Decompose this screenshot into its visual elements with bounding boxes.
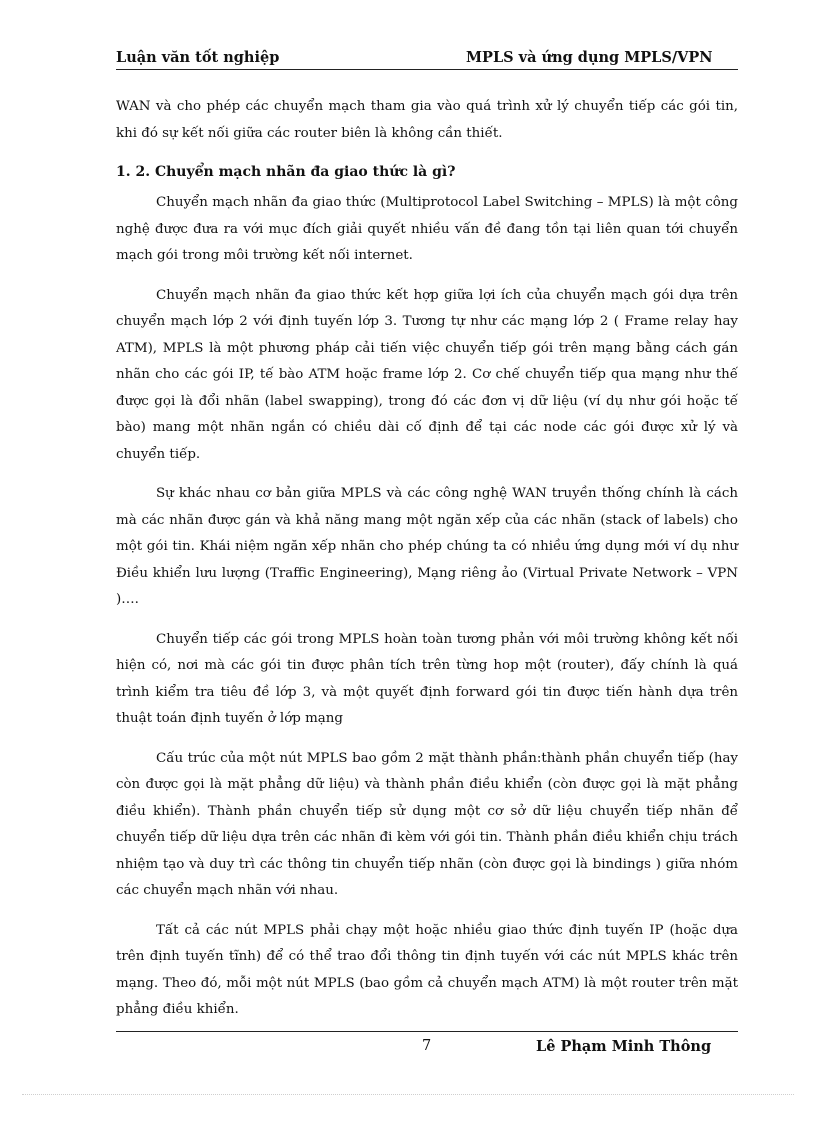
header-topic-title: MPLS và ứng dụng MPLS/VPN <box>466 49 713 66</box>
section-heading: 1. 2. Chuyển mạch nhãn đa giao thức là gì? <box>116 164 456 180</box>
paragraph-label-stack: Sự khác nhau cơ bản giữa MPLS và các công nghệ WAN truyền thống chính là cách mà các nhãn được gán và khả năng mang một ngăn xếp của các nhãn (stack of labels) cho một gói tin. Khái niệm ngăn xếp nhãn cho phép chúng ta có nhiều ứng dụng mới ví dụ như Điều khiển lưu lượng (Traffic Engineering), Mạng riêng ảo (Virtual Private Network – VPN )…. <box>116 486 738 607</box>
author-name: Lê Phạm Minh Thông <box>536 1038 712 1055</box>
page-bottom-divider <box>22 1094 794 1095</box>
header-thesis-label: Luận văn tốt nghiệp <box>116 49 280 66</box>
document-body <box>116 94 738 1024</box>
paragraph-forwarding: Chuyển tiếp các gói trong MPLS hoàn toàn tương phản với môi trường không kết nối hiện có, nơi mà các gói tin được phân tích trên từng hop một (router), đấy chính là quá trình kiểm tra tiêu đề lớp 3, và một quyết định forward gói tin được tiến hành dựa trên thuật toán định tuyến ở lớp mạng <box>116 631 738 726</box>
paragraph-mpls-definition: Chuyển mạch nhãn đa giao thức (Multiprotocol Label Switching – MPLS) là một công nghệ được đưa ra với mục đích giải quyết nhiều vấn đề đang tồn tại liên quan tới chuyển mạch gói trong môi trường kết nối internet. <box>116 195 738 263</box>
page-header <box>116 49 738 70</box>
paragraph-routing-protocols: Tất cả các nút MPLS phải chạy một hoặc nhiều giao thức định tuyến IP (hoặc dựa trên định tuyến tĩnh) để có thể trao đổi thông tin định tuyến với các nút MPLS khác trên mạng. Theo đó, mỗi một nút MPLS (bao gồm cả chuyển mạch ATM) là một router trên mặt phẳng điều khiển. <box>116 922 738 1017</box>
paragraph-label-swapping: Chuyển mạch nhãn đa giao thức kết hợp giữa lợi ích của chuyển mạch gói dựa trên chuyển mạch lớp 2 với định tuyến lớp 3. Tương tự như các mạng lớp 2 ( Frame relay hay ATM), MPLS là một phương pháp cải tiến việc chuyển tiếp gói trên mạng bằng cách gán nhãn cho các gói IP, tế bào ATM hoặc frame lớp 2. Cơ chế chuyển tiếp qua mạng như thế được gọi là đổi nhãn (label swapping), trong đó các đơn vị dữ liệu (ví dụ như gói hoặc tế bào) mang một nhãn ngắn có chiều dài cố định để tại các node các gói được xử lý và chuyển tiếp. <box>116 287 738 462</box>
page-footer <box>116 1031 738 1060</box>
paragraph-node-structure: Cấu trúc của một nút MPLS bao gồm 2 mặt thành phần:thành phần chuyển tiếp (hay còn được gọi là mặt phẳng dữ liệu) và thành phần điều khiển (còn được gọi là mặt phẳng điều khiển). Thành phần chuyển tiếp sử dụng một cơ sở dữ liệu chuyển tiếp nhãn để chuyển tiếp dữ liệu dựa trên các nhãn đi kèm với gói tin. Thành phần điều khiển chịu trách nhiệm tạo và duy trì các thông tin chuyển tiếp nhãn (còn được gọi là bindings ) giữa nhóm các chuyển mạch nhãn với nhau. <box>116 750 738 898</box>
page-number: 7 <box>422 1038 432 1054</box>
intro-paragraph: WAN và cho phép các chuyển mạch tham gia vào quá trình xử lý chuyển tiếp các gói tin, khi đó sự kết nối giữa các router biên là không cần thiết. <box>116 99 738 141</box>
